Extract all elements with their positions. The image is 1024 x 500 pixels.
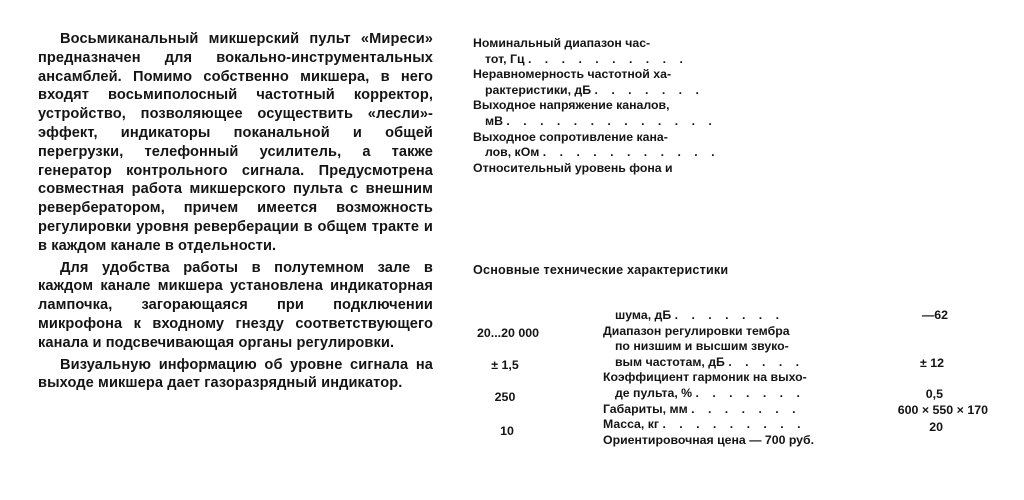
- spec-line: мВ . . . . . . . . . . . . .: [485, 113, 717, 128]
- spec-line: Коэффициент гармоник на выхо-: [603, 370, 807, 385]
- spec-line: тот, Гц . . . . . . . . . .: [485, 51, 688, 66]
- spec-line: Диапазон регулировки тембра: [603, 323, 790, 338]
- value-tone-range: ± 12: [919, 356, 944, 370]
- spec-line: Выходное сопротивление кана-: [473, 129, 668, 144]
- value-dimensions: 600 × 550 × 170: [897, 403, 988, 417]
- spec-line: вым частотам, дБ . . . . .: [615, 354, 805, 369]
- value-noise: —62: [921, 308, 948, 322]
- spec-line: де пульта, % . . . . . . .: [615, 385, 805, 400]
- specs-list-top: [473, 36, 723, 176]
- paragraph-lamp: Для удобства работы в полутемном зале в каждом канале микшера установлена индикаторная лампочка, загорающаяся при подключении микрофона к входному гнезду соответствующего канала и подсвечивающая органы регулировки.: [38, 259, 433, 351]
- paragraph-intro: Восьмиканальный микшерский пульт «Миреси» предназначен для вокально-инструментальных ансамблей. Помимо собственно микшера, в него входят восьмиполосный частотный корректор, устройство, позволяющее осуществить «лесли»-эффект, индикаторы поканальной и общей перегрузки, телефонный усилитель, а также генератор контрольного сигнала. Предусмотрена совместная работа микшерского пульта с внешним ревербератором, причем имеется возможность регулировки уровня реверберации в общем тракте и в каждом канале в отдельности.: [38, 31, 433, 254]
- value-harmonics: 0,5: [925, 387, 943, 401]
- spec-line: Номинальный диапазон час-: [473, 36, 651, 50]
- specs-list-bottom: [603, 308, 873, 448]
- paragraph-indicator: Визуальную информацию об уровне сигнала на выходе микшера дает газоразрядный индикатор.: [38, 356, 433, 392]
- value-resistance: 10: [500, 424, 514, 438]
- body-text-column: [38, 30, 433, 396]
- spec-line: шума, дБ . . . . . . .: [615, 308, 785, 322]
- spec-line: Относительный уровень фона и: [473, 160, 673, 175]
- spec-line: Неравномерность частотной ха-: [473, 67, 672, 82]
- spec-line: рактеристики, дБ . . . . . . .: [485, 82, 704, 97]
- spec-line: Габариты, мм . . . . . . .: [603, 401, 801, 416]
- value-mass: 20: [929, 420, 943, 434]
- value-voltage: 250: [494, 390, 516, 404]
- spec-line: Масса, кг . . . . . . . . .: [603, 417, 806, 432]
- spec-line: лов, кОм . . . . . . . . . . .: [485, 145, 720, 160]
- value-freq-range: 20...20 000: [476, 326, 539, 340]
- value-unevenness: ± 1,5: [491, 358, 519, 372]
- spec-line: по низшим и высшим звуко-: [615, 339, 789, 354]
- spec-line: Ориентировочная цена — 700 руб.: [603, 432, 815, 447]
- spec-line: Выходное напряжение каналов,: [473, 98, 670, 113]
- section-title: Основные технические характеристики: [473, 263, 729, 277]
